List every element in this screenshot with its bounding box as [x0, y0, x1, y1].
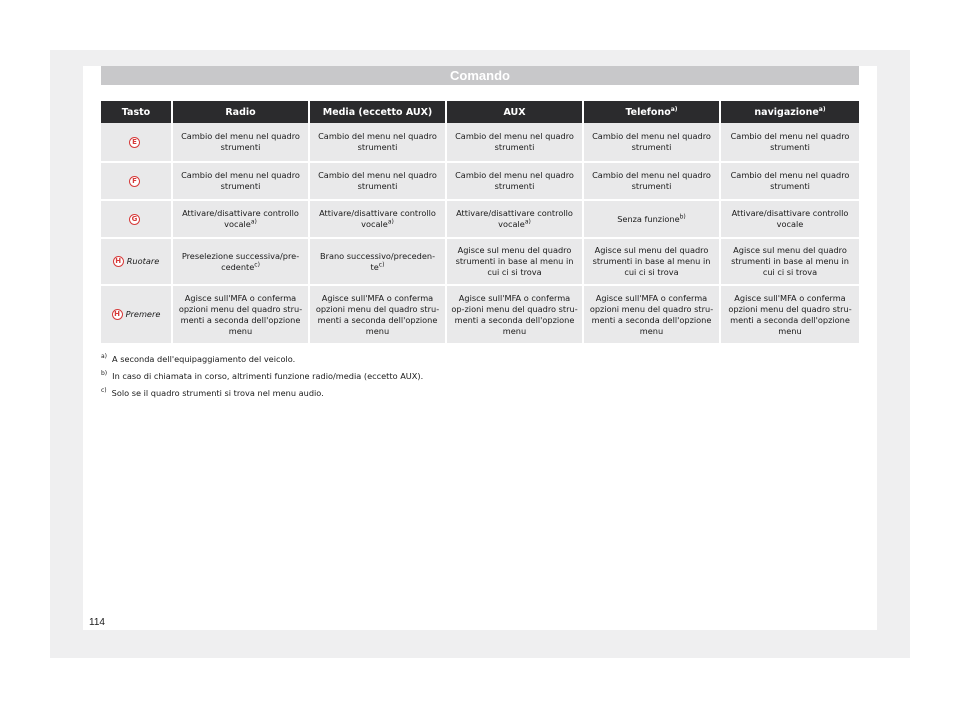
table-cell: Agisce sull'MFA o conferma opzioni menu del quadro stru-menti a seconda dell'opzione menu — [173, 286, 310, 345]
header-telefono: Telefono$^{a)}$ — [584, 101, 721, 123]
table-row — [101, 123, 859, 163]
key-cell — [101, 123, 173, 163]
header-navigazione: navigazione$^{a)}$ — [721, 101, 859, 123]
table-cell: Cambio del menu nel quadro strumenti — [173, 123, 310, 163]
header-tasto: Tasto — [101, 101, 173, 123]
key-h-badge: H — [112, 309, 123, 320]
key-h-badge: H — [113, 256, 124, 267]
table-cell: Agisce sull'MFA o conferma op-zioni menu del quadro stru-menti a seconda dell'opzione menu — [447, 286, 584, 345]
table-cell: Agisce sul menu del quadro strumenti in base al menu in cui ci si trova — [721, 239, 859, 286]
table-cell: Cambio del menu nel quadro strumenti — [584, 123, 721, 163]
header-radio: Radio — [173, 101, 310, 123]
table-cell: Agisce sul menu del quadro strumenti in base al menu in cui ci si trova — [447, 239, 584, 286]
table-cell: Agisce sul menu del quadro strumenti in base al menu in cui ci si trova — [584, 239, 721, 286]
table-cell: Cambio del menu nel quadro strumenti — [721, 163, 859, 201]
table-cell: Cambio del menu nel quadro strumenti — [447, 123, 584, 163]
table-row — [101, 201, 859, 239]
table-cell: Cambio del menu nel quadro strumenti — [584, 163, 721, 201]
header-aux: AUX — [447, 101, 584, 123]
table-cell: Cambio del menu nel quadro strumenti — [447, 163, 584, 201]
key-f-badge: F — [129, 176, 140, 187]
table-row — [101, 286, 859, 345]
table-row — [101, 163, 859, 201]
key-g-badge: G — [129, 214, 140, 225]
table-cell: Senza funzione$^{b)}$ — [584, 201, 721, 239]
table-cell: Cambio del menu nel quadro strumenti — [721, 123, 859, 163]
table-cell: Agisce sull'MFA o conferma opzioni menu del quadro stru-menti a seconda dell'opzione menu — [310, 286, 447, 345]
footnote-a: $^{a)}$ A seconda dell'equipaggiamento del veicolo. — [101, 353, 296, 364]
key-cell — [101, 286, 173, 345]
table-cell: Preselezione successiva/pre-cedente$^{c)}$ — [173, 239, 310, 286]
key-cell — [101, 239, 173, 286]
table-cell: Agisce sull'MFA o conferma opzioni menu del quadro stru-menti a seconda dell'opzione menu — [721, 286, 859, 345]
table-cell: Cambio del menu nel quadro strumenti — [310, 123, 447, 163]
table-header-row — [101, 101, 859, 123]
key-cell — [101, 201, 173, 239]
control-table — [101, 101, 859, 345]
table-cell: Cambio del menu nel quadro strumenti — [310, 163, 447, 201]
table-cell: Attivare/disattivare controllo vocale — [721, 201, 859, 239]
table-cell: Attivare/disattivare controllo vocale$^{a)}$ — [447, 201, 584, 239]
key-action: Ruotare — [126, 256, 160, 266]
header-media: Media (eccetto AUX) — [310, 101, 447, 123]
footnote-b: $^{b)}$ In caso di chiamata in corso, altrimenti funzione radio/media (eccetto AUX). — [101, 370, 424, 381]
table-cell: Brano successivo/$preceden-te^{c)}$ — [310, 239, 447, 286]
table-row — [101, 239, 859, 286]
page-number: 114 — [89, 617, 105, 628]
key-action: Premere — [125, 309, 161, 319]
footnote-c: $^{c)}$ Solo se il quadro strumenti si trova nel menu audio. — [101, 387, 324, 398]
key-cell — [101, 163, 173, 201]
section-title: Comando — [101, 66, 859, 85]
table-cell: Agisce sull'MFA o conferma opzioni menu del quadro stru-menti a seconda dell'opzione menu — [584, 286, 721, 345]
table-cell: Cambio del menu nel quadro strumenti — [173, 163, 310, 201]
table-cell: Attivare/disattivare controllo vocale$^{a)}$ — [173, 201, 310, 239]
key-e-badge: E — [129, 137, 140, 148]
table-cell: Attivare/disattivare controllo vocale$^{a)}$ — [310, 201, 447, 239]
footnotes — [101, 351, 423, 402]
